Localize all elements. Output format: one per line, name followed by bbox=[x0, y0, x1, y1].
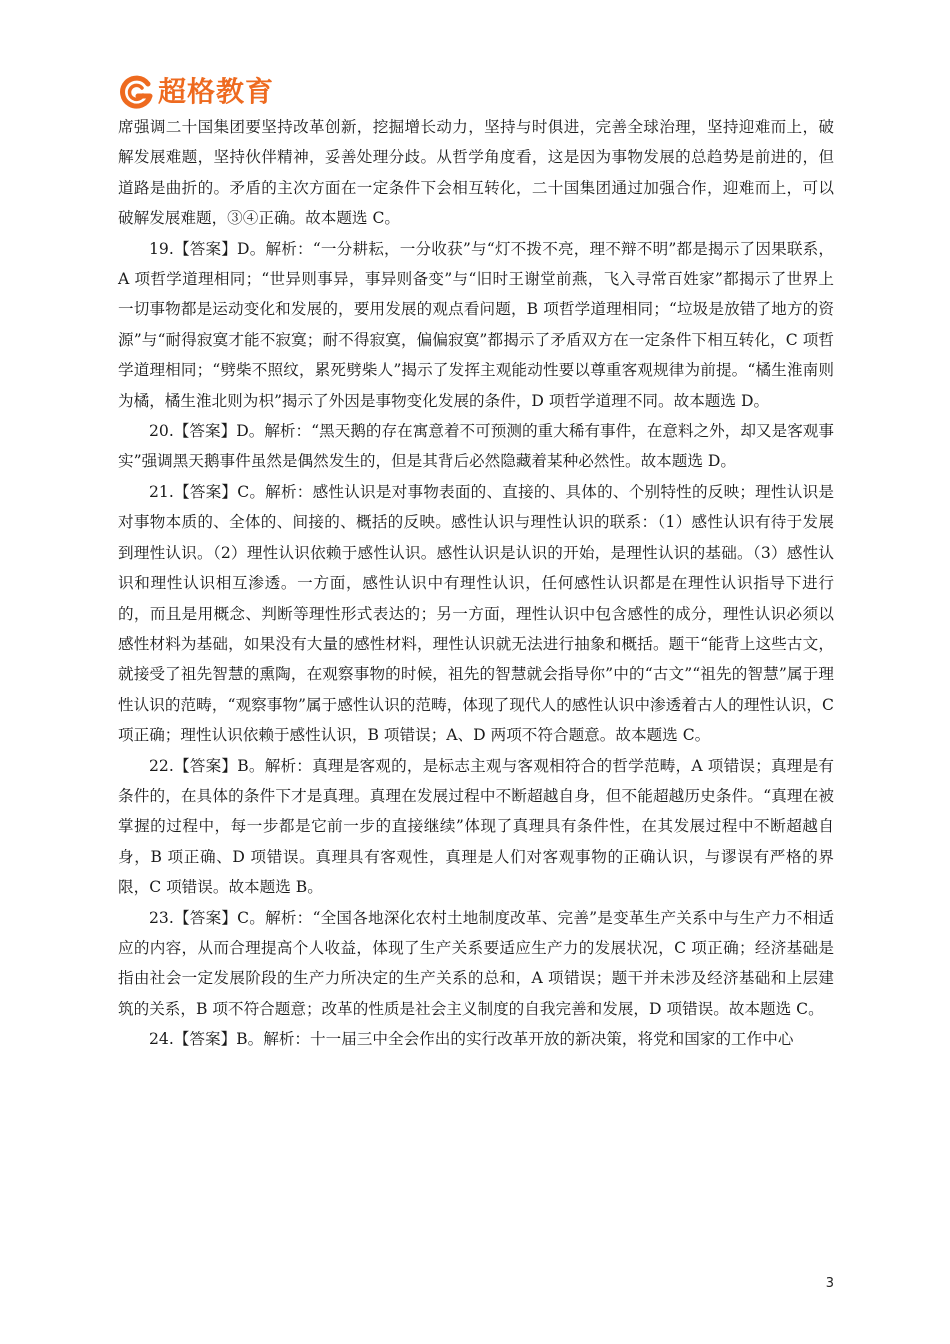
answer-21: 21.【答案】C。解析：感性认识是对事物表面的、直接的、具体的、个别特性的反映；理性认识是对事物本质的、全体的、间接的、概括的反映。感性认识与理性认识的联系：（1）感性认识有待于发展到理性认识。（2）理性认识依赖于感性认识。感性认识是认识的开始，是理性认识的基础。（3）感性认识和理性认识相互渗透。一方面，感性认识中有理性认识，任何感性认识都是在理性认识指导下进行的，而且是用概念、判断等理性形式表达的；另一方面，理性认识中包含感性的成分，理性认识必须以感性材料为基础，如果没有大量的感性材料，理性认识就无法进行抽象和概括。题干“能背上这些古文，就接受了祖先智慧的熏陶，在观察事物的时候，祖先的智慧就会指导你”中的“古文”“祖先的智慧”属于理性认识的范畴，“观察事物”属于感性认识的范畴，体现了现代人的感性认识中渗透着古人的理性认识，C 项正确；理性认识依赖于感性认识，B 项错误；A、D 两项不符合题意。故本题选 C。 bbox=[118, 482, 834, 745]
paragraph-continuation: 席强调二十国集团要坚持改革创新，挖掘增长动力，坚持与时俱进，完善全球治理，坚持迎难而上，破解发展难题，坚持伙伴精神，妥善处理分歧。从哲学角度看，这是因为事物发展的总趋势是前进的，但道路是曲折的。矛盾的主次方面在一定条件下会相互转化，二十国集团通过加强合作，迎难而上，可以破解发展难题，③④正确。故本题选 C。 bbox=[118, 118, 834, 228]
page-number: 3 bbox=[825, 1276, 834, 1291]
brand-logo bbox=[118, 74, 274, 110]
brand-name: 超格教育 bbox=[158, 75, 275, 108]
answer-24: 24.【答案】B。解析：十一届三中全会作出的实行改革开放的新决策，将党和国家的工作中心 bbox=[149, 1030, 794, 1049]
answer-22: 22.【答案】B。解析：真理是客观的，是标志主观与客观相符合的哲学范畴，A 项错误；真理是有条件的，在具体的条件下才是真理。真理在发展过程中不断超越自身，但不能超越历史条件。“真理在被掌握的过程中，每一步都是它前一步的直接继续”体现了真理具有条件性，在其发展过程中不断超越自身，B 项正确、D 项错误。真理具有客观性，真理是人们对客观事物的正确认识，与谬误有严格的界限，C 项错误。故本题选 B。 bbox=[118, 756, 834, 897]
answer-20: 20.【答案】D。解析：“黑天鹅的存在寓意着不可预测的重大稀有事件，在意料之外，却又是客观事实”强调黑天鹅事件虽然是偶然发生的，但是其背后必然隐藏着某种必然性。故本题选 D。 bbox=[118, 422, 834, 471]
cg-swirl-logo-icon bbox=[118, 74, 154, 110]
answer-19: 19.【答案】D。解析：“一分耕耘，一分收获”与“灯不拨不亮，理不辩不明”都是揭示了因果联系，A 项哲学道理相同；“世异则事异，事异则备变”与“旧时王谢堂前燕，飞入寻常百姓家”都揭示了世界上一切事物都是运动变化和发展的，要用发展的观点看问题，B 项哲学道理相同；“垃圾是放错了地方的资源”与“耐得寂寞才能不寂寞；耐不得寂寞，偏偏寂寞”都揭示了矛盾双方在一定条件下相互转化，C 项哲学道理相同；“劈柴不照纹，累死劈柴人”揭示了发挥主观能动性要以尊重客观规律为前提。“橘生淮南则为橘，橘生淮北则为枳”揭示了外因是事物变化发展的条件，D 项哲学道理不同。故本题选 D。 bbox=[118, 239, 834, 410]
answer-23: 23.【答案】C。解析：“全国各地深化农村土地制度改革、完善”是变革生产关系中与生产力不相适应的内容，从而合理提高个人收益，体现了生产关系要适应生产力的发展状况，C 项正确；经济基础是指由社会一定发展阶段的生产力所决定的生产关系的总和，A 项错误；题干并未涉及经济基础和上层建筑的关系，B 项不符合题意；改革的性质是社会主义制度的自我完善和发展，D 项错误。故本题选 C。 bbox=[118, 908, 834, 1018]
document-body bbox=[118, 112, 834, 1055]
